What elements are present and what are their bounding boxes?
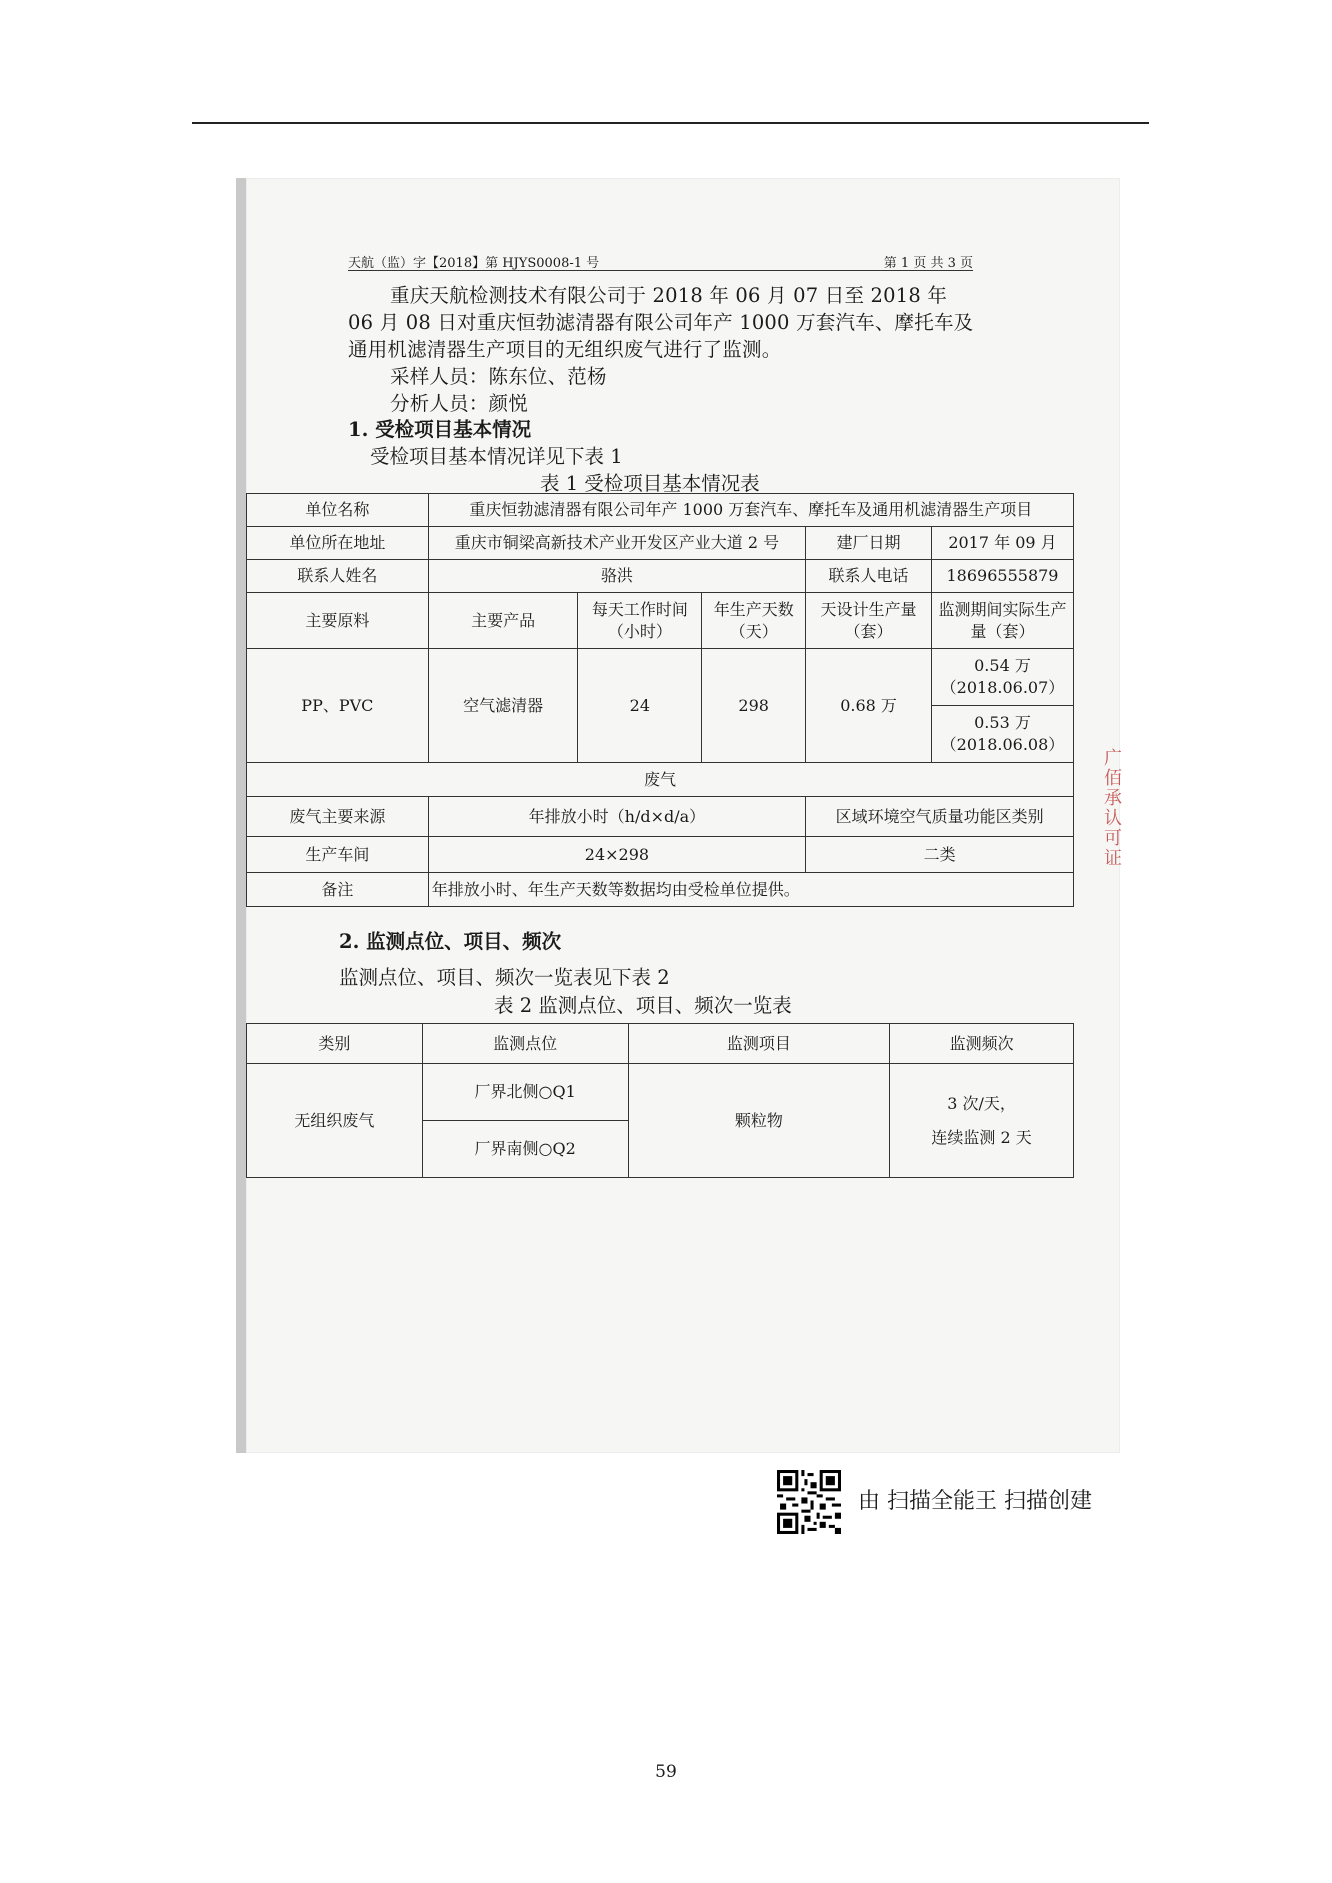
zone: 二类 <box>806 837 1074 873</box>
source: 生产车间 <box>247 837 429 873</box>
design: 0.68 万 <box>806 649 932 763</box>
section1-lead: 受检项目基本情况详见下表 1 <box>370 445 623 468</box>
scan-note: 由 扫描全能王 扫描创建 <box>858 1489 1092 1514</box>
actual-1: 0.54 万 <box>974 656 1031 675</box>
contact: 骆洪 <box>428 560 805 593</box>
source-label: 废气主要来源 <box>247 797 429 837</box>
col-type: 类别 <box>247 1024 423 1064</box>
section2-lead: 监测点位、项目、频次一览表见下表 2 <box>339 966 670 989</box>
col-actual: 监测期间实际生产量（套） <box>931 593 1073 649</box>
table1-caption: 表 1 受检项目基本情况表 <box>540 472 760 495</box>
page-info: 第 1 页 共 3 页 <box>883 256 973 271</box>
col-material: 主要原料 <box>247 593 429 649</box>
freq-2: 连续监测 2 天 <box>931 1127 1032 1147</box>
col-design: 天设计生产量（套） <box>806 593 932 649</box>
actual-2: 0.53 万 <box>974 713 1031 732</box>
col-hours: 每天工作时间（小时） <box>578 593 702 649</box>
actual-1-date: （2018.06.07） <box>940 678 1065 697</box>
col-point: 监测点位 <box>422 1024 628 1064</box>
actual-day2 <box>931 706 1073 763</box>
samplers: 采样人员：陈东位、范杨 <box>390 365 607 388</box>
remark: 年排放小时、年生产天数等数据均由受检单位提供。 <box>428 873 1073 907</box>
col-product: 主要产品 <box>428 593 578 649</box>
annual-hours: 24×298 <box>428 837 805 873</box>
analysts: 分析人员：颜悦 <box>390 392 528 415</box>
scanned-page <box>236 178 1120 1453</box>
product: 空气滤清器 <box>428 649 578 763</box>
actual-day1 <box>931 649 1073 706</box>
phone: 18696555879 <box>931 560 1073 593</box>
type: 无组织废气 <box>247 1064 423 1178</box>
freq-1: 3 次/天， <box>947 1093 1016 1113</box>
build-date: 2017 年 09 月 <box>931 527 1073 560</box>
qr-code-icon <box>777 1470 841 1534</box>
document-header <box>348 252 973 271</box>
waste-gas-heading: 废气 <box>247 763 1074 797</box>
table2-caption: 表 2 监测点位、项目、频次一览表 <box>494 994 792 1017</box>
actual-2-date: （2018.06.08） <box>940 735 1065 754</box>
remark-label: 备注 <box>247 873 429 907</box>
intro <box>348 282 978 417</box>
address: 重庆市铜梁高新技术产业开发区产业大道 2 号 <box>428 527 805 560</box>
unit-name-label: 单位名称 <box>247 494 429 527</box>
table-basic-info <box>246 493 1074 907</box>
intro-paragraph: 重庆天航检测技术有限公司于 2018 年 06 月 07 日至 2018 年 06 月 08 日对重庆恒勃滤清器有限公司年产 1000 万套汽车、摩托车及通用机滤清器生产项目的无组织废气进行了监测。 <box>348 284 974 361</box>
col-days: 年生产天数（天） <box>702 593 806 649</box>
build-date-label: 建厂日期 <box>806 527 932 560</box>
doc-code: 天航（监）字【2018】第 HJYS0008-1 号 <box>348 256 600 271</box>
point-2: 厂界南侧○Q2 <box>422 1121 628 1178</box>
address-label: 单位所在地址 <box>247 527 429 560</box>
point-1: 厂界北侧○Q1 <box>422 1064 628 1121</box>
section2-heading: 2. 监测点位、项目、频次 <box>339 930 562 953</box>
annual-hours-label: 年排放小时（h/d×d/a） <box>428 797 805 837</box>
item: 颗粒物 <box>628 1064 890 1178</box>
hours: 24 <box>578 649 702 763</box>
days: 298 <box>702 649 806 763</box>
top-rule <box>192 122 1149 124</box>
col-freq: 监测频次 <box>890 1024 1074 1064</box>
unit-name: 重庆恒勃滤清器有限公司年产 1000 万套汽车、摩托车及通用机滤清器生产项目 <box>428 494 1073 527</box>
section1-heading: 1. 受检项目基本情况 <box>348 418 532 441</box>
contact-label: 联系人姓名 <box>247 560 429 593</box>
freq <box>890 1064 1074 1178</box>
col-item: 监测项目 <box>628 1024 890 1064</box>
table-monitoring <box>246 1023 1074 1178</box>
page-number: 59 <box>655 1762 677 1782</box>
phone-label: 联系人电话 <box>806 560 932 593</box>
red-stamp: 广佰承认可证 <box>1101 748 1122 868</box>
zone-label: 区域环境空气质量功能区类别 <box>806 797 1074 837</box>
material: PP、PVC <box>247 649 429 763</box>
